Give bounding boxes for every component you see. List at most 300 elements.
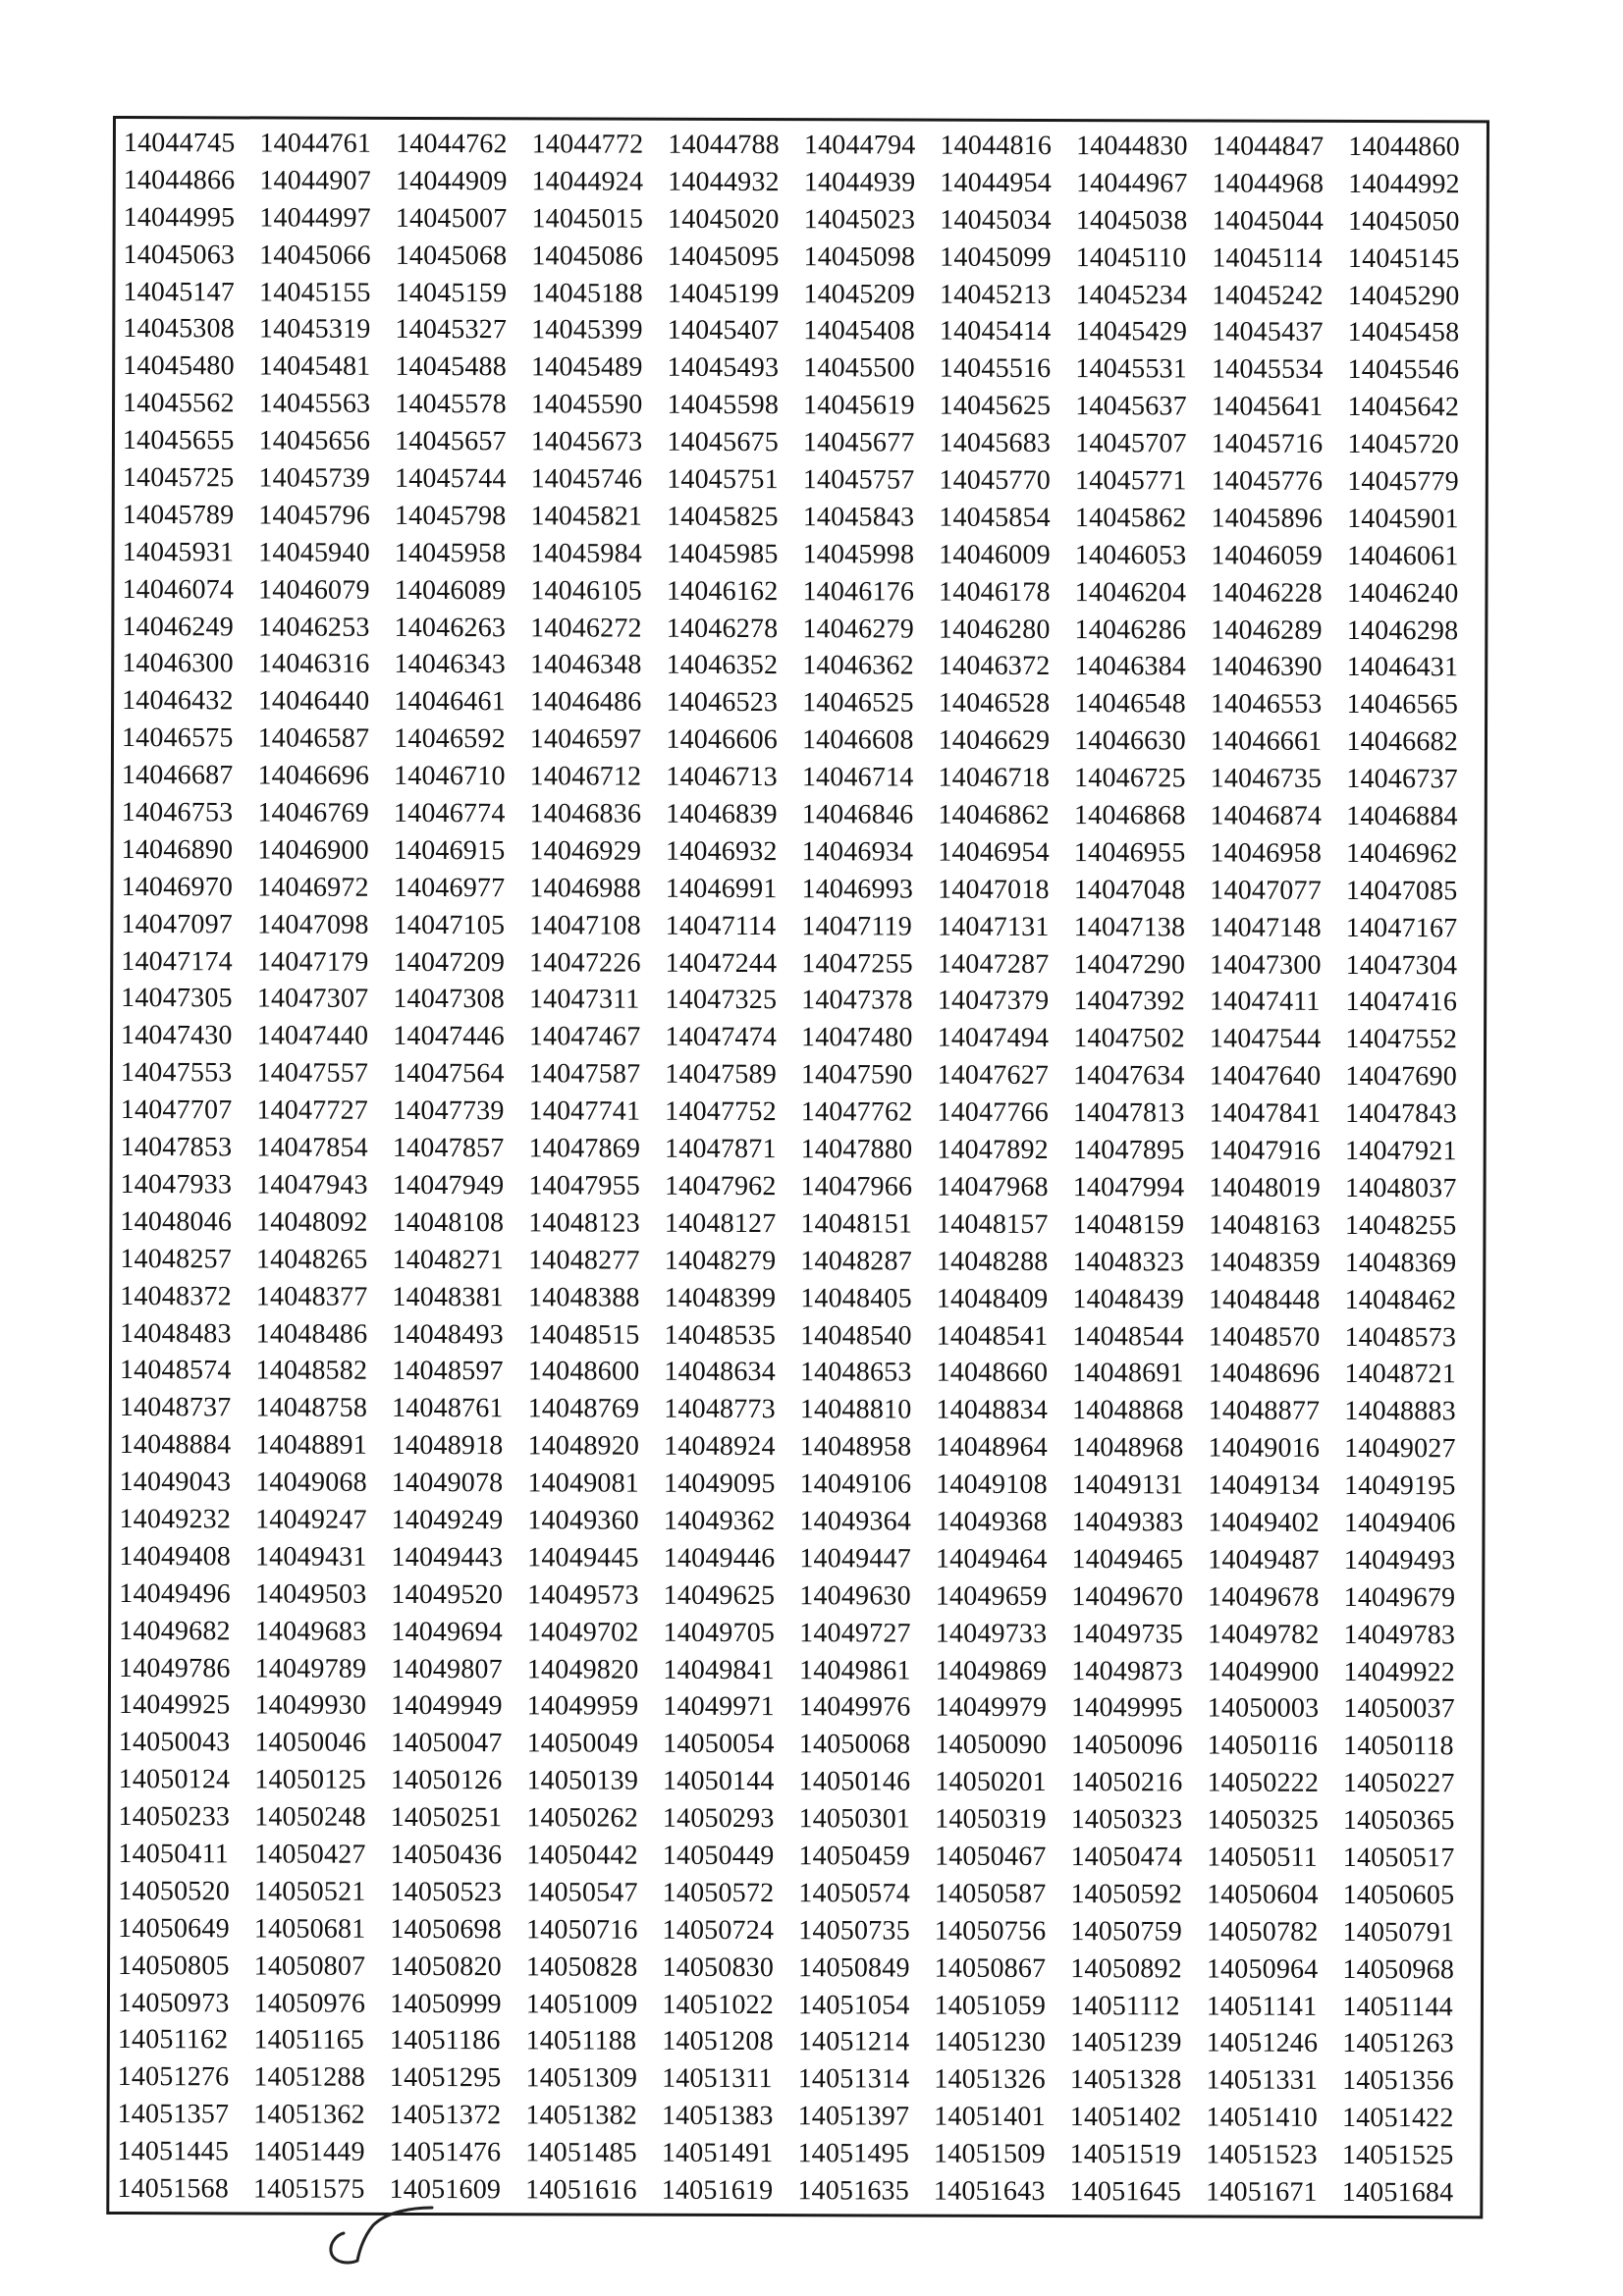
roll-number-cell: 14048369 [1344,1247,1457,1279]
roll-number-cell: 14051635 [797,2175,910,2207]
roll-number-cell: 14046280 [938,614,1051,645]
roll-number-cell: 14051112 [1070,1990,1180,2021]
roll-number-cell: 14049520 [391,1578,504,1610]
roll-number-cell: 14046061 [1346,540,1459,572]
roll-number-cell: 14048737 [119,1392,232,1423]
roll-number-cell: 14045063 [123,239,236,271]
roll-number-cell: 14045598 [667,390,780,421]
roll-number-cell: 14045086 [531,240,644,272]
roll-number-cell: 14046868 [1073,800,1186,831]
roll-number-cell: 14048868 [1072,1395,1184,1426]
roll-number-cell: 14051568 [117,2173,230,2205]
roll-number-cell: 14048541 [936,1320,1049,1352]
roll-number-cell: 14045716 [1211,428,1324,459]
roll-number-cell: 14046713 [666,761,778,793]
roll-number-cell: 14051309 [525,2062,638,2095]
roll-number-cell: 14047921 [1345,1135,1457,1167]
roll-number-cell: 14047300 [1210,949,1322,981]
roll-number-cell: 14046384 [1074,651,1187,682]
roll-number-cell: 14051263 [1342,2028,1454,2059]
roll-number-cell: 14047048 [1073,874,1186,906]
roll-number-cell: 14049249 [391,1504,504,1536]
roll-number-cell: 14045437 [1212,316,1324,348]
roll-number-cell: 14049679 [1343,1581,1456,1614]
roll-number-cell: 14046991 [665,873,778,904]
roll-number-cell: 14045789 [122,499,235,531]
roll-number-cell: 14048019 [1209,1172,1322,1203]
roll-number-cell: 14047085 [1345,875,1458,907]
roll-number-cell: 14050325 [1207,1804,1320,1836]
roll-number-cell: 14045854 [939,502,1051,533]
roll-number-cell: 14047446 [393,1021,505,1052]
roll-number-cell: 14050233 [118,1801,231,1833]
roll-number-cell: 14045534 [1211,353,1324,386]
roll-number-cell: 14046932 [665,835,778,868]
roll-number-cell: 14047949 [392,1169,505,1201]
roll-number-cell: 14046890 [121,833,234,866]
roll-number-cell: 14050319 [935,1803,1047,1836]
roll-number-cell: 14046240 [1346,577,1459,609]
roll-number-cell: 14047411 [1209,986,1321,1018]
roll-number-cell: 14047843 [1345,1098,1457,1130]
roll-number-cell: 14044816 [940,130,1053,162]
roll-number-cell: 14048570 [1208,1321,1321,1353]
roll-number-cell: 14047762 [800,1096,913,1128]
roll-number-cell: 14048163 [1209,1209,1321,1241]
roll-number-cell: 14045619 [803,390,915,421]
roll-number-cell: 14046712 [529,761,642,792]
roll-number-cell: 14048151 [800,1208,913,1240]
roll-number-cell: 14049446 [663,1542,776,1574]
roll-number-cell: 14047557 [256,1057,369,1090]
roll-number-cell: 14049195 [1343,1470,1456,1502]
roll-number-cell: 14051491 [661,2137,774,2169]
roll-number-cell: 14051331 [1206,2064,1319,2097]
roll-number-cell: 14045050 [1348,205,1460,238]
roll-number-cell: 14045931 [122,536,235,568]
roll-number-cell: 14050146 [798,1766,911,1797]
roll-number-cell: 14044968 [1212,168,1325,199]
roll-number-cell: 14050574 [798,1878,910,1909]
roll-number-cell: 14046629 [938,724,1051,757]
roll-number-cell: 14047962 [664,1170,777,1202]
roll-number-cell: 14049949 [391,1690,503,1722]
roll-number-cell: 14050681 [253,1913,366,1945]
roll-number-cell: 14044954 [940,167,1053,198]
roll-number-cell: 14049783 [1343,1619,1456,1650]
roll-number-cell: 14048964 [936,1431,1048,1464]
roll-number-cell: 14051276 [117,2061,230,2093]
roll-number-cell: 14051616 [525,2174,637,2206]
roll-number-cell: 14045199 [667,278,780,309]
roll-number-cell: 14049368 [936,1506,1048,1537]
roll-number-cell: 14045725 [122,462,235,494]
roll-number-cell: 14050968 [1342,1953,1455,1985]
roll-number-cell: 14050467 [934,1841,1047,1872]
roll-number-cell: 14049694 [391,1616,503,1647]
roll-number-cell: 14047167 [1345,912,1458,944]
roll-number-cell: 14044788 [668,129,780,161]
roll-number-cell: 14047480 [801,1022,913,1053]
roll-number-cell: 14045480 [123,350,235,382]
roll-number-cell: 14046059 [1211,540,1324,571]
roll-number-cell: 14051609 [389,2173,502,2206]
roll-number-cell: 14046774 [393,797,506,829]
roll-number-cell: 14047880 [800,1134,913,1165]
roll-number-cell: 14047244 [665,947,778,979]
roll-number-cell: 14050807 [253,1950,366,1982]
roll-number-cell: 14046714 [801,762,914,793]
roll-number-cell: 14044907 [259,165,372,196]
roll-number-cell: 14045720 [1347,429,1460,460]
roll-number-cell: 14051525 [1341,2140,1454,2171]
roll-number-cell: 14047416 [1345,987,1458,1018]
roll-number-cell: 14048660 [936,1358,1049,1389]
roll-number-cell: 14048279 [664,1245,777,1276]
roll-number-cell: 14045044 [1212,205,1325,237]
roll-number-cell: 14047440 [256,1020,369,1052]
roll-number-cell: 14050222 [1207,1767,1320,1799]
roll-number-cell: 14046836 [529,798,642,829]
roll-number-cell: 14048108 [392,1206,505,1239]
roll-number-cell: 14044932 [668,166,780,198]
roll-number-cell: 14051022 [662,1989,775,2020]
roll-number-cell: 14051188 [525,2025,637,2057]
roll-number-cell: 14048877 [1208,1395,1321,1427]
roll-number-cell: 14051643 [933,2175,1046,2207]
roll-number-grid [117,125,1485,2212]
roll-number-cell: 14046839 [666,798,778,830]
roll-number-cell: 14051054 [797,1989,910,2021]
roll-number-cell: 14049625 [663,1579,776,1611]
roll-number-cell: 14047916 [1209,1135,1322,1166]
roll-number-cell: 14044745 [123,128,236,159]
roll-number-cell: 14047853 [120,1132,233,1163]
roll-number-cell: 14047494 [937,1023,1050,1054]
roll-number-cell: 14050046 [254,1727,367,1759]
roll-number-cell: 14047255 [801,947,913,980]
roll-number-cell: 14049364 [799,1506,912,1537]
roll-number-cell: 14047895 [1072,1135,1185,1166]
roll-number-cell: 14051295 [389,2062,502,2094]
roll-number-cell: 14048372 [120,1280,232,1311]
roll-number-cell: 14049702 [526,1616,639,1648]
roll-number-cell: 14045407 [667,315,780,347]
roll-number-cell: 14046178 [939,576,1051,608]
roll-number-cell: 14050976 [253,1987,366,2019]
roll-number-cell: 14050759 [1070,1915,1183,1948]
roll-number-cell: 14049068 [255,1467,367,1498]
roll-number-cell: 14044924 [531,166,644,197]
roll-number-cell: 14045821 [530,501,643,532]
roll-number-cell: 14046630 [1074,725,1186,757]
roll-number-cell: 14051485 [525,2137,637,2168]
roll-number-cell: 14044992 [1348,168,1460,200]
roll-number-cell: 14045673 [530,426,643,457]
roll-number-cell: 14044761 [259,128,372,159]
roll-number-cell: 14050523 [390,1876,503,1908]
roll-number-cell: 14046279 [802,613,915,645]
roll-number-cell: 14048037 [1344,1172,1457,1204]
roll-number-cell: 14048359 [1209,1247,1321,1278]
roll-number-cell: 14048439 [1072,1283,1185,1315]
roll-number-cell: 14049670 [1071,1580,1184,1613]
roll-number-cell: 14051383 [661,2100,774,2132]
roll-number-cell: 14047552 [1345,1024,1458,1055]
roll-number-cell: 14044794 [803,130,916,161]
roll-number-cell: 14049247 [255,1504,367,1535]
roll-number-cell: 14045038 [1075,204,1188,237]
roll-number-cell: 14046528 [938,688,1051,720]
roll-number-cell: 14048483 [120,1317,232,1349]
roll-number-cell: 14045308 [123,313,235,345]
roll-number-cell: 14048696 [1208,1358,1321,1390]
roll-number-cell: 14048462 [1344,1284,1457,1315]
roll-number-cell: 14045637 [1075,391,1187,422]
roll-number-cell: 14049445 [527,1542,639,1574]
roll-number-cell: 14047018 [938,874,1050,905]
roll-number-cell: 14045739 [258,462,371,494]
roll-number-cell: 14047707 [120,1095,233,1126]
roll-number-cell: 14046753 [121,797,234,828]
roll-number-cell: 14048535 [664,1319,777,1351]
roll-number-cell: 14049487 [1208,1544,1320,1575]
roll-number-cell: 14050830 [662,1951,775,1983]
roll-number-cell: 14047813 [1072,1097,1185,1129]
roll-number-cell: 14048265 [255,1244,368,1275]
roll-number-cell: 14048653 [799,1357,912,1388]
roll-number-cell: 14047587 [528,1058,641,1090]
roll-number-cell: 14050716 [525,1914,638,1946]
roll-number-cell: 14050604 [1207,1879,1319,1910]
roll-number-cell: 14046725 [1074,763,1186,794]
roll-number-cell: 14045940 [258,537,370,568]
roll-number-cell: 14048958 [799,1431,912,1463]
roll-number-cell: 14048493 [392,1318,504,1350]
roll-number-cell: 14047097 [121,908,234,940]
roll-number-cell: 14050096 [1070,1730,1183,1761]
roll-number-cell: 14045110 [1075,241,1187,274]
roll-number-cell: 14046929 [529,835,642,867]
roll-number-cell: 14046431 [1346,652,1459,683]
roll-number-cell: 14047307 [256,983,369,1015]
roll-number-cell: 14048046 [120,1205,233,1238]
roll-number-cell: 14051165 [253,2024,365,2056]
roll-number-cell: 14047098 [256,909,369,940]
roll-number-cell: 14045656 [258,425,371,456]
roll-number-cell: 14046977 [393,872,506,904]
roll-number-cell: 14051619 [661,2174,774,2207]
roll-number-cell: 14050449 [662,1840,775,1872]
roll-number-cell: 14051509 [934,2138,1046,2170]
roll-number-cell: 14050459 [798,1841,911,1872]
roll-number-cell: 14048769 [527,1393,640,1424]
roll-number-cell: 14045066 [259,240,371,271]
roll-number-cell: 14051684 [1341,2176,1454,2209]
roll-number-cell: 14048255 [1344,1209,1457,1242]
roll-number-cell: 14051144 [1342,1991,1453,2022]
roll-number-cell: 14047564 [393,1058,505,1090]
roll-number-cell: 14046737 [1346,764,1458,795]
roll-number-cell: 14047430 [121,1020,233,1051]
roll-number-cell: 14047544 [1209,1023,1322,1055]
roll-number-cell: 14049735 [1071,1618,1183,1650]
roll-number-cell: 14047690 [1345,1061,1457,1093]
roll-number-cell: 14047209 [393,946,506,978]
roll-number-cell: 14051186 [389,2025,501,2056]
roll-number-cell: 14050201 [935,1766,1047,1798]
roll-number-cell: 14045862 [1074,502,1187,534]
roll-number-cell: 14045099 [940,241,1052,273]
roll-number-cell: 14046718 [938,762,1051,794]
roll-number-cell: 14050037 [1343,1693,1455,1725]
roll-number-cell: 14046972 [257,872,369,903]
roll-number-cell: 14050649 [118,1912,230,1945]
roll-number-cell: 14050323 [1070,1804,1183,1836]
roll-number-cell: 14049447 [799,1543,912,1575]
roll-number-cell: 14047634 [1073,1060,1185,1092]
roll-number-cell: 14051141 [1206,1991,1318,2022]
roll-number-cell: 14049789 [254,1652,367,1684]
roll-number-cell: 14051449 [253,2136,365,2167]
roll-number-cell: 14050517 [1342,1842,1455,1874]
roll-number-cell: 14049362 [663,1505,776,1537]
roll-number-cell: 14046278 [666,613,779,644]
roll-number-cell: 14050791 [1342,1916,1455,1949]
roll-number-cell: 14046862 [938,799,1051,831]
roll-number-cell: 14045319 [258,313,371,346]
roll-number-cell: 14046769 [257,797,370,828]
roll-number-cell: 14051230 [934,2027,1047,2058]
roll-number-cell: 14047108 [529,910,641,941]
roll-number-cell: 14050587 [934,1878,1047,1909]
roll-number-cell: 14048573 [1344,1321,1457,1353]
roll-number-cell: 14049095 [663,1468,776,1500]
roll-number-cell: 14044909 [395,165,508,197]
roll-number-cell: 14044939 [803,167,916,198]
roll-number-cell: 14048515 [527,1318,640,1351]
roll-number-cell: 14050867 [934,1952,1047,1984]
roll-number-cell: 14049807 [391,1653,503,1684]
roll-number-cell: 14050293 [662,1802,775,1835]
roll-number-cell: 14051059 [934,1990,1047,2021]
roll-number-cell: 14046343 [394,649,507,680]
roll-number-cell: 14050043 [118,1727,231,1758]
roll-number-cell: 14046575 [121,722,234,754]
roll-number-cell: 14049406 [1343,1507,1456,1539]
roll-number-cell: 14048834 [936,1394,1049,1426]
roll-number-cell: 14049786 [118,1652,231,1683]
roll-number-cell: 14051162 [117,2024,229,2056]
roll-number-cell: 14045562 [123,388,235,419]
roll-number-cell: 14046587 [257,722,370,755]
roll-number-cell: 14048773 [664,1394,776,1425]
roll-number-cell: 14047869 [528,1133,641,1164]
roll-number-cell: 14047179 [256,946,369,978]
roll-number-cell: 14050756 [934,1915,1047,1947]
roll-number-cell: 14046089 [394,574,507,606]
roll-number-cell: 14050892 [1070,1952,1182,1985]
roll-number-cell: 14050999 [390,1988,502,2019]
roll-number-cell: 14045188 [531,277,643,309]
roll-number-cell: 14047727 [256,1095,369,1126]
roll-number-cell: 14046286 [1074,614,1187,646]
roll-number-cell: 14049869 [935,1655,1048,1686]
roll-number-cell: 14046009 [939,539,1051,570]
roll-number-cell: 14046272 [530,612,642,644]
roll-number-cell: 14046696 [257,760,370,791]
roll-number-cell: 14045770 [939,464,1052,497]
roll-number-cell: 14050116 [1207,1730,1319,1762]
roll-number-cell: 14045429 [1075,316,1188,347]
roll-number-cell: 14048810 [799,1394,912,1425]
roll-number-cell: 14047741 [528,1095,641,1127]
roll-number-cell: 14048287 [800,1245,912,1277]
roll-number-cell: 14049043 [119,1467,232,1498]
roll-number-cell: 14047640 [1209,1060,1322,1093]
roll-number-cell: 14046592 [394,723,506,755]
roll-number-cell: 14049108 [936,1468,1048,1501]
roll-number-cell: 14046962 [1345,837,1458,870]
roll-number-cell: 14049873 [1071,1655,1183,1686]
roll-number-cell: 14049678 [1208,1581,1320,1613]
roll-number-cell: 14046300 [122,648,234,679]
roll-number-cell: 14050054 [663,1729,775,1760]
roll-number-cell: 14048968 [1071,1432,1184,1464]
roll-number-cell: 14047131 [937,911,1050,942]
roll-number-cell: 14046608 [801,724,914,756]
roll-number-cell: 14045776 [1211,465,1324,497]
roll-number-cell: 14048918 [391,1430,504,1462]
roll-number-cell: 14045655 [122,425,235,456]
roll-number-cell: 14050126 [390,1765,503,1796]
roll-number-cell: 14046432 [122,685,234,717]
roll-number-cell: 14045114 [1212,242,1323,274]
roll-number-cell: 14049705 [663,1617,776,1648]
roll-number-cell: 14044995 [123,201,236,234]
roll-number-cell: 14049959 [526,1690,639,1723]
roll-number-cell: 14049930 [254,1689,367,1722]
roll-number-cell: 14047467 [528,1021,641,1053]
roll-number-cell: 14048486 [255,1317,368,1350]
roll-number-cell: 14051519 [1069,2139,1182,2170]
roll-number-cell: 14049134 [1208,1469,1321,1501]
roll-number-cell: 14050547 [526,1877,638,1908]
roll-number-cell: 14048381 [392,1281,505,1312]
roll-number-cell: 14046874 [1210,800,1323,831]
roll-number-cell: 14051326 [934,2063,1046,2096]
roll-number-cell: 14046993 [801,874,914,905]
roll-number-cell: 14046074 [122,573,235,606]
roll-number-cell: 14050521 [253,1876,366,1907]
roll-number-cell: 14050125 [254,1764,366,1796]
roll-number-cell: 14051362 [253,2099,365,2131]
roll-number-cell: 14046362 [802,650,914,682]
roll-number-cell: 14049503 [254,1578,367,1610]
roll-number-cell: 14047589 [665,1059,777,1091]
roll-number-cell: 14047955 [528,1170,641,1201]
roll-number-cell: 14050003 [1207,1692,1320,1725]
roll-number-cell: 14048388 [527,1281,640,1313]
roll-number-cell: 14047105 [393,909,506,940]
roll-number-cell: 14049443 [391,1541,504,1574]
roll-number-cell: 14048409 [936,1283,1049,1314]
roll-number-cell: 14045675 [667,426,780,458]
roll-number-cell: 14045958 [394,537,507,569]
roll-number-cell: 14049683 [254,1616,367,1647]
roll-number-cell: 14046289 [1211,614,1323,646]
roll-number-cell: 14045481 [258,350,371,383]
